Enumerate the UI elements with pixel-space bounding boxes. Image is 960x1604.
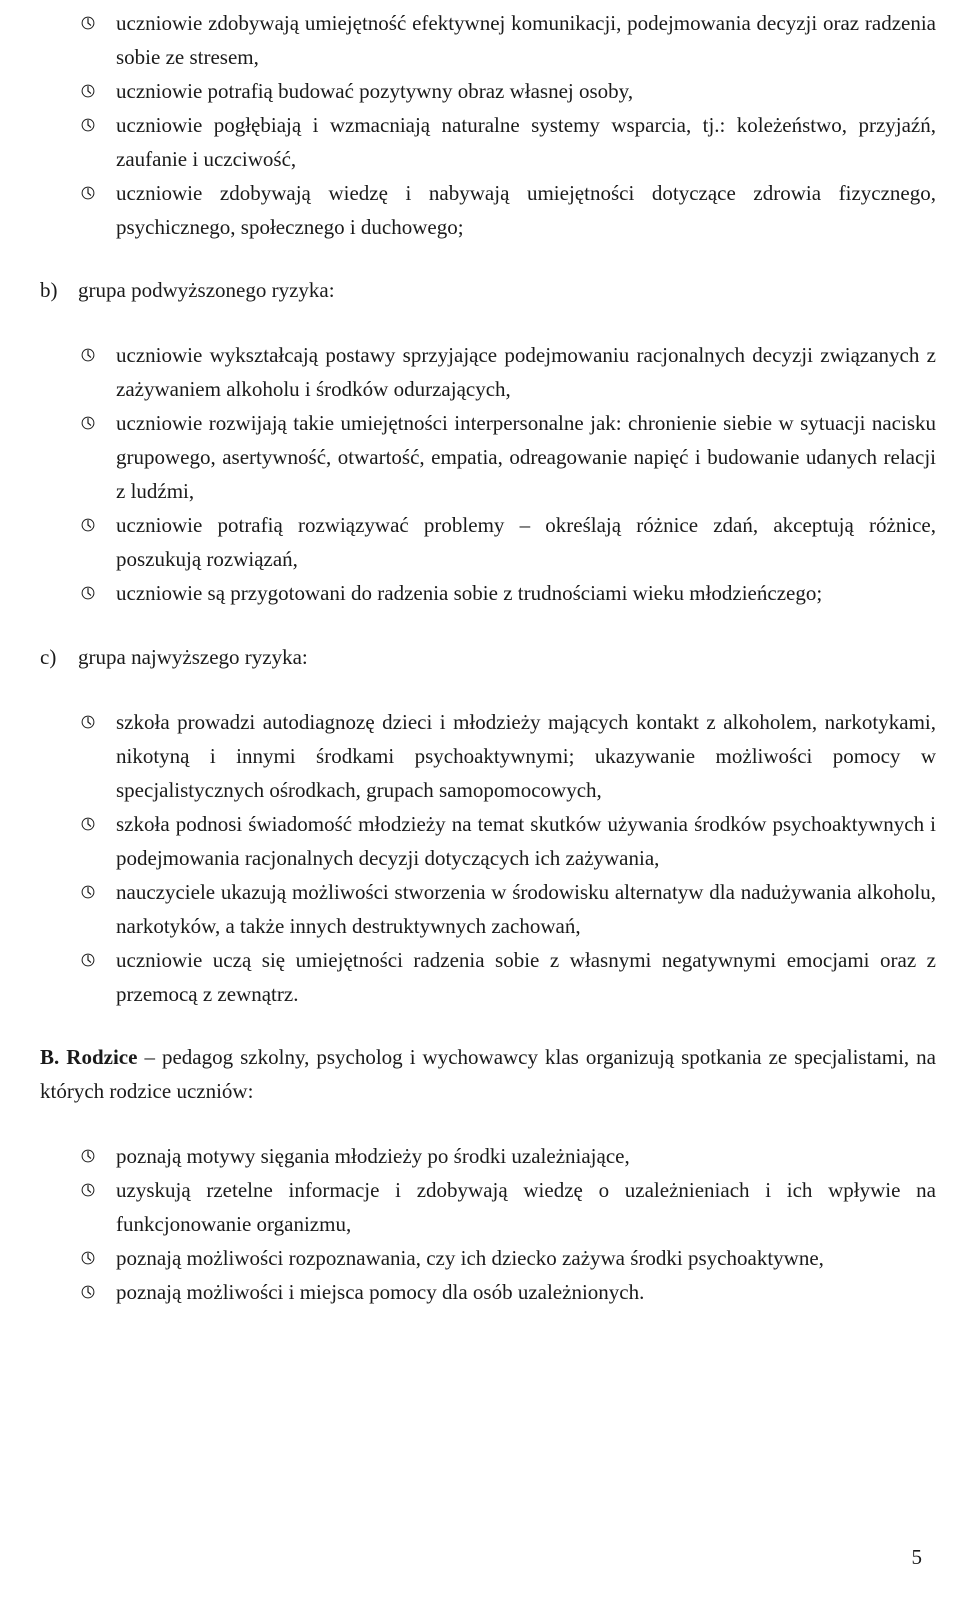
section-b-paragraph bbox=[40, 1040, 936, 1108]
clock-icon bbox=[81, 16, 95, 30]
clock-icon bbox=[81, 817, 95, 831]
clock-icon bbox=[81, 416, 95, 430]
list-item: nauczyciele ukazują możliwości stworzenia w środowisku alternatyw dla nadużywania alkoholu, narkotyków, a także innych destruktywnych zachowań, bbox=[40, 875, 936, 943]
clock-icon bbox=[81, 348, 95, 362]
clock-icon bbox=[81, 518, 95, 532]
list-section-b bbox=[40, 1139, 936, 1309]
list-item: uczniowie potrafią budować pozytywny obraz własnej osoby, bbox=[40, 74, 936, 108]
group-c-heading bbox=[40, 640, 936, 674]
list-item: uczniowie rozwijają takie umiejętności interpersonalne jak: chronienie siebie w sytuacji nacisku grupowego, asertywność, otwartość, empatia, odreagowanie napięć i budowanie udanych relacji z ludźmi, bbox=[40, 406, 936, 508]
list-item: uczniowie pogłębiają i wzmacniają naturalne systemy wsparcia, tj.: koleżeństwo, przyjaźń, zaufanie i uczciwość, bbox=[40, 108, 936, 176]
list-item: uczniowie zdobywają wiedzę i nabywają umiejętności dotyczące zdrowia fizycznego, psychicznego, społecznego i duchowego; bbox=[40, 176, 936, 244]
document-page bbox=[40, 6, 936, 1309]
section-b-text: – pedagog szkolny, psycholog i wychowawcy klas organizują spotkania ze specjalistami, na których rodzice uczniów: bbox=[40, 1045, 936, 1103]
list-group-b bbox=[40, 338, 936, 610]
list-item: uczniowie są przygotowani do radzenia sobie z trudnościami wieku młodzieńczego; bbox=[40, 576, 936, 610]
list-item: uczniowie potrafią rozwiązywać problemy – określają różnice zdań, akceptują różnice, poszukują rozwiązań, bbox=[40, 508, 936, 576]
list-group-c bbox=[40, 705, 936, 1011]
clock-icon bbox=[81, 885, 95, 899]
page-number: 5 bbox=[911, 1545, 922, 1569]
clock-icon bbox=[81, 953, 95, 967]
clock-icon bbox=[81, 1149, 95, 1163]
list-item: szkoła podnosi świadomość młodzieży na temat skutków używania środków psychoaktywnych i podejmowania racjonalnych decyzji dotyczących ich zażywania, bbox=[40, 807, 936, 875]
list-group-a-continued bbox=[40, 6, 936, 244]
group-c-letter: c) bbox=[40, 645, 57, 669]
list-item: poznają możliwości rozpoznawania, czy ich dziecko zażywa środki psychoaktywne, bbox=[40, 1241, 936, 1275]
clock-icon bbox=[81, 118, 95, 132]
group-b-heading bbox=[40, 273, 936, 307]
clock-icon bbox=[81, 84, 95, 98]
list-item: uczniowie wykształcają postawy sprzyjające podejmowaniu racjonalnych decyzji związanych z zażywaniem alkoholu i środków odurzających, bbox=[40, 338, 936, 406]
clock-icon bbox=[81, 715, 95, 729]
section-b-letter: B. bbox=[40, 1045, 60, 1069]
group-c-title: grupa najwyższego ryzyka: bbox=[78, 645, 308, 669]
list-item: poznają motywy sięgania młodzieży po środki uzależniające, bbox=[40, 1139, 936, 1173]
list-item: szkoła prowadzi autodiagnozę dzieci i młodzieży mających kontakt z alkoholem, narkotykami, nikotyną i innymi środkami psychoaktywnymi; ukazywanie możliwości pomocy w specjalistycznych ośrodkach, grupach samopomocowych, bbox=[40, 705, 936, 807]
clock-icon bbox=[81, 586, 95, 600]
list-item: uczniowie zdobywają umiejętność efektywnej komunikacji, podejmowania decyzji oraz radzenia sobie ze stresem, bbox=[40, 6, 936, 74]
section-b-title: Rodzice bbox=[66, 1045, 138, 1069]
list-item: uczniowie uczą się umiejętności radzenia sobie z własnymi negatywnymi emocjami oraz z przemocą z zewnątrz. bbox=[40, 943, 936, 1011]
list-item: poznają możliwości i miejsca pomocy dla osób uzależnionych. bbox=[40, 1275, 936, 1309]
clock-icon bbox=[81, 1251, 95, 1265]
clock-icon bbox=[81, 186, 95, 200]
group-b-title: grupa podwyższonego ryzyka: bbox=[78, 278, 335, 302]
list-item: uzyskują rzetelne informacje i zdobywają wiedzę o uzależnieniach i ich wpływie na funkcjonowanie organizmu, bbox=[40, 1173, 936, 1241]
clock-icon bbox=[81, 1183, 95, 1197]
group-b-letter: b) bbox=[40, 278, 58, 302]
clock-icon bbox=[81, 1285, 95, 1299]
